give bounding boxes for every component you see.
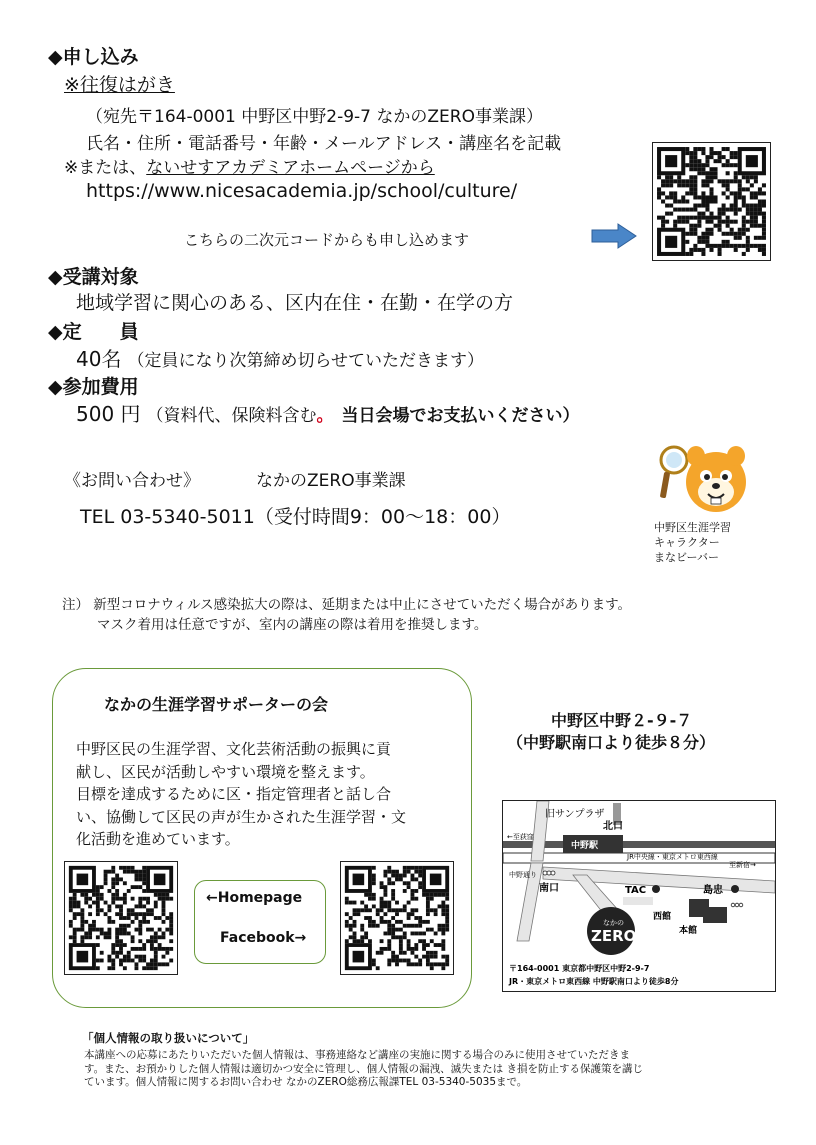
contact-label: 《お問い合わせ》 [64,471,200,491]
venue-address: 中野区中野２-９-７ [551,711,693,730]
homepage-qr-code[interactable] [64,861,178,975]
capacity-count: 40名 [76,347,122,371]
map-label-nishikan: 西館 [653,912,672,922]
venue-access: （中野駅南口より徒歩８分） [507,733,716,752]
privacy-line2: す。また、お預かりした個人情報は適切かつ安全に管理し、個人情報の漏洩、滅失または き損を防止する保護策を講じ [84,1062,643,1075]
contact-tel: TEL 03-5340-5011（受付時間9：00～18：00） [80,506,511,528]
fee-pay-note: 当日会場でお支払いください） [341,406,580,426]
map-address-line: 〒164-0001 東京都中野区中野2-9-7 [509,964,650,973]
capacity-heading: ◆定 員 [48,321,139,343]
fee-heading: ◆参加費用 [48,376,139,398]
details-line: 氏名・住所・電話番号・年齢・メールアドレス・講座名を記載 [86,134,562,154]
supporter-line: 目標を達成するために区・指定管理者と話し合 [76,785,392,803]
map-label-nakano-station: 中野駅 [571,841,599,851]
target-text: 地域学習に関心のある、区内在住・在勤・在学の方 [76,292,514,314]
capacity-note: （定員になり次第締め切らせていただきます） [127,351,484,371]
map-label-honkan: 本館 [679,926,698,936]
map-label-sunplaza: 旧サンプラザ [545,809,605,820]
mascot-caption-line3: まなビーバー [654,551,720,564]
capacity-text [76,343,484,372]
qr-note: こちらの二次元コードからも申し込めます [184,231,470,249]
arrow-right-icon [590,222,638,250]
privacy-line3: ています。個人情報に関するお問い合わせ なかのZERO総務広報課TEL 03-5340-5035まで。 [84,1076,528,1088]
fee-note: （資料代、保険料含む [146,406,317,426]
map-drawing [503,801,775,991]
map-label-tac: TAC [625,885,647,896]
method-web-prefix: ※または、 [64,158,147,178]
notice-line1: 注） 新型コロナウィルス感染拡大の際は、延期または中止にさせていただく場合があります。 [62,597,631,613]
map-label-kitaguchi: 北口 [603,821,623,832]
privacy-line1: 本講座への応募にあたりいただいた個人情報は、事務連絡など講座の実施に関する場合のみに使用させていただきま [84,1049,630,1061]
method-postcard: ※往復はがき [64,74,175,96]
access-map [502,800,776,992]
map-label-nakano-dori: 中野通り [509,871,537,879]
facebook-qr-code[interactable] [340,861,454,975]
apply-heading: ◆申し込み [48,46,139,68]
mascot-beaver-illustration [652,432,752,522]
homepage-link[interactable]: ←Homepage [206,890,303,906]
privacy-title: 「個人情報の取り扱いについて」 [82,1031,255,1045]
facebook-link[interactable]: Facebook→ [220,930,307,946]
supporter-description [76,738,406,851]
academia-link[interactable]: ないせすアカデミアホームページから [146,158,435,178]
map-label-shimachu: 島忠 [703,885,723,896]
map-label-ogikubo: ←至荻窪 [507,833,534,841]
url-text[interactable]: https://www.nicesacademia.jp/school/culture/ [86,180,518,202]
supporter-line: 献し、区民が活動しやすい環境を整えます。 [76,762,375,781]
fee-dot: 。 [316,406,334,426]
fee-text [76,398,580,427]
method-web [64,153,435,178]
mascot-caption-line2: キャラクター [654,536,720,549]
fee-amount: 500 円 [76,402,141,426]
application-qr-code[interactable] [652,142,771,261]
supporter-title: なかの生涯学習サポーターの会 [104,695,329,714]
notice-line2: マスク着用は任意ですが、室内の講座の際は着用を推奨します。 [97,617,488,633]
map-label-chuo-line: JR中央線・東京メトロ東西線 [627,853,718,861]
mascot-caption-line1: 中野区生涯学習 [654,521,731,534]
privacy-body [84,1049,643,1090]
map-label-shinjuku: 至新宿→ [729,861,756,869]
supporter-line: い、協働して区民の声が生かされた生涯学習・文 [76,807,407,826]
map-label-zero: ZERO [591,927,637,945]
map-label-zero-small: なかの [603,919,624,927]
map-access-line: JR・東京メトロ東西線 中野駅南口より徒歩8分 [509,977,679,986]
contact-org: なかのZERO事業課 [256,471,406,491]
mascot-caption [654,520,731,565]
map-label-minamiguchi: 南口 [539,883,559,894]
address-line: （宛先〒164-0001 中野区中野2-9-7 なかのZERO事業課） [86,107,543,127]
supporter-line: 中野区民の生涯学習、文化芸術活動の振興に貢 [76,740,392,758]
supporter-line: 化活動を進めています。 [76,830,240,848]
main-building [703,907,727,923]
target-heading: ◆受講対象 [48,266,139,288]
